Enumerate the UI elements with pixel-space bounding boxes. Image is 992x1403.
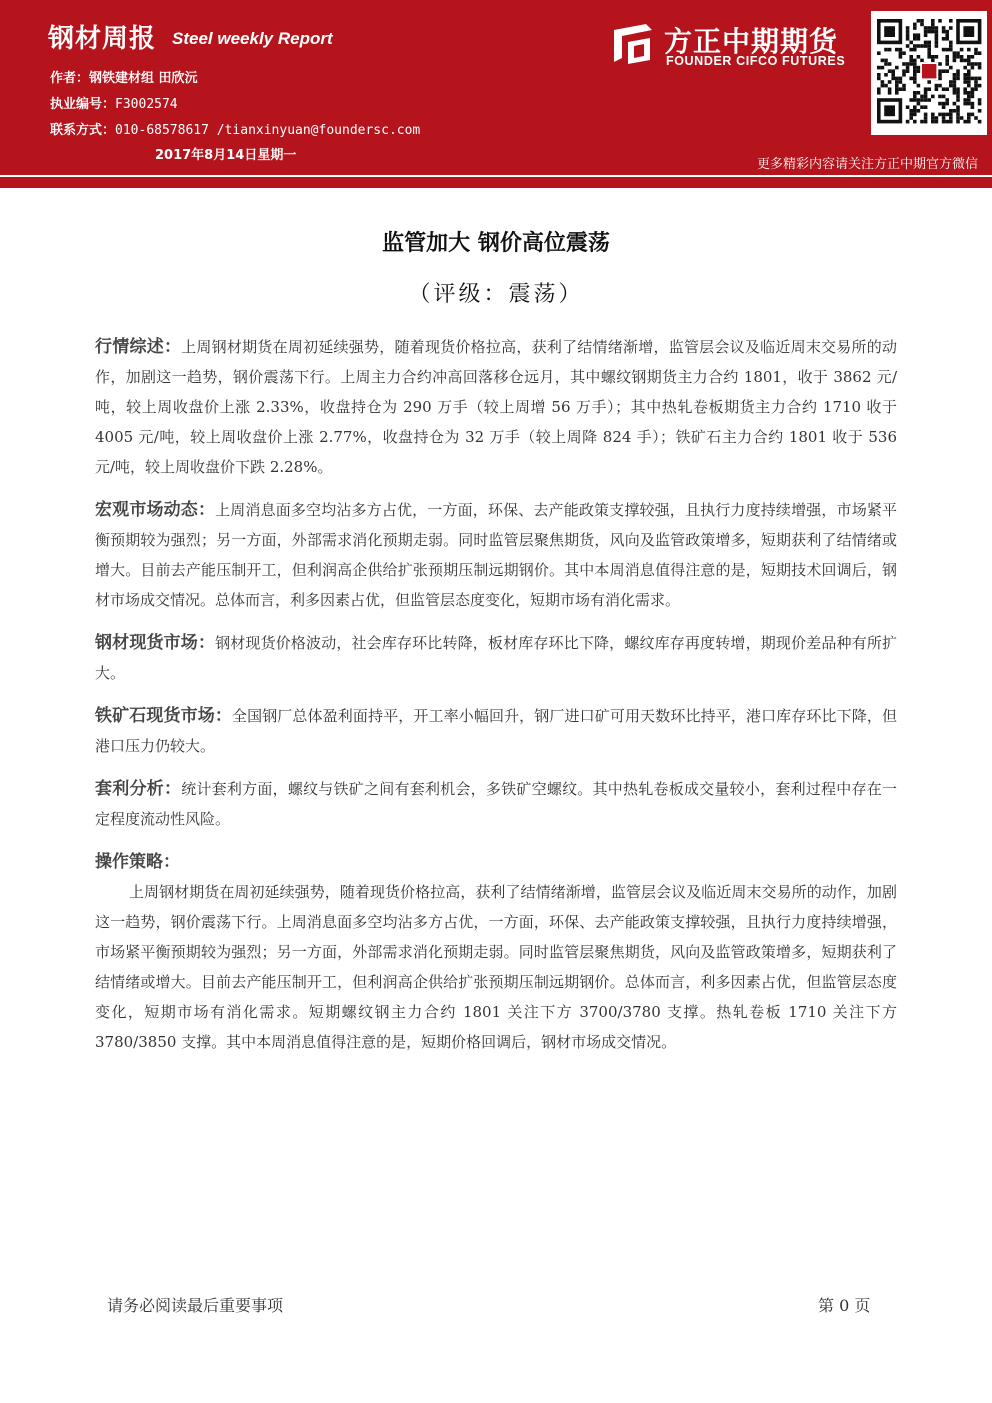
- section-arbitrage: [95, 774, 897, 834]
- wechat-follow-note: 更多精彩内容请关注方正中期官方微信: [756, 157, 978, 172]
- section-lead: 宏观市场动态：: [95, 500, 216, 520]
- section-text: 钢材现货价格波动，社会库存环比转降，板材库存环比下降，螺纹库存再度转增，期现价差品种有所扩大。: [95, 634, 898, 682]
- founder-logo-icon: [610, 20, 656, 66]
- section-lead: 钢材现货市场：: [95, 633, 216, 653]
- header-divider-line: [0, 175, 992, 177]
- report-body: [95, 332, 897, 1070]
- license-line: [50, 93, 178, 112]
- author-value: 钢铁建材组 田欣沅: [89, 71, 198, 86]
- report-header: [0, 0, 992, 172]
- section-lead: 套利分析：: [95, 779, 182, 799]
- report-date: 2017年8月14日星期一: [155, 148, 297, 163]
- license-label: 执业编号：: [50, 97, 116, 112]
- wechat-qr-code: [871, 11, 987, 135]
- contact-line: [50, 119, 420, 138]
- qr-code-icon: [871, 11, 987, 135]
- footer-notice: 请务必阅读最后重要事项: [107, 1296, 284, 1315]
- section-market-review: [95, 332, 897, 482]
- section-text: 上周消息面多空均沾多方占优，一方面，环保、去产能政策支撑较强，且执行力度持续增强，市场紧平衡预期较为强烈；另一方面，外部需求消化预期走弱。同时监管层聚焦期货，风向及监管政策增多，短期获利了结情绪或增大。目前去产能压制开工，但利润高企供给扩张预期压制远期钢价。其中本周消息值得注意的是，短期技术回调后，钢材市场成交情况。总体而言，利多因素占优，但监管层态度变化，短期市场有消化需求。: [95, 501, 898, 609]
- contact-value: 010-68578617 /tianxinyuan@foundersc.com: [115, 123, 421, 138]
- logo-text-cn: 方正中期期货: [664, 25, 839, 58]
- page-number: 第 0 页: [818, 1296, 871, 1315]
- report-title-cn: 钢材周报: [48, 24, 157, 54]
- section-text: 全国钢厂总体盈利面持平，开工率小幅回升，钢厂进口矿可用天数环比持平，港口库存环比下降，但港口压力仍较大。: [95, 707, 898, 755]
- document-rating: （评级：震荡）: [408, 282, 584, 307]
- logo-text-en: FOUNDER CIFCO FUTURES: [666, 54, 846, 68]
- section-text: 上周钢材期货在周初延续强势，随着现货价格拉高，获利了结情绪渐增，监管层会议及临近周末交易所的动作，加剧这一趋势，钢价震荡下行。上周主力合约冲高回落移仓远月，其中螺纹钢期货主力合约 1801，收于 3862 元/吨，较上周收盘价上涨 2.33%，收盘持仓为 290 万手（较上周增 56 万手）；其中热轧卷板期货主力合约 1710 收于 4005 元/吨，较上周收盘价上涨 2.77%，收盘持仓为 32 万手（较上周降 824 手）；铁矿石主力合约 1801 收于 536 元/吨，较上周收盘价下跌 2.28%。: [95, 338, 898, 476]
- strategy-heading: 操作策略：: [95, 852, 180, 872]
- document-title: 监管加大 钢价高位震荡: [382, 231, 610, 256]
- report-title-en: Steel weekly Report: [172, 29, 333, 48]
- license-value: F3002574: [115, 97, 178, 112]
- section-lead: 行情综述：: [95, 337, 182, 357]
- strategy-text: 上周钢材期货在周初延续强势，随着现货价格拉高，获利了结情绪渐增，监管层会议及临近周末交易所的动作，加剧这一趋势，钢价震荡下行。上周消息面多空均沾多方占优，一方面，环保、去产能政策支撑较强，且执行力度持续增强，市场紧平衡预期较为强烈；另一方面，外部需求消化预期走弱。同时监管层聚焦期货，风向及监管政策增多，短期获利了结情绪或增大。目前去产能压制开工，但利润高企供给扩张预期压制远期钢价。总体而言，利多因素占优，但监管层态度变化，短期市场有消化需求。短期螺纹钢主力合约 1801 关注下方 3700/3780 支撑。热轧卷板 1710 关注下方 3780/3850 支撑。其中本周消息值得注意的是，短期价格回调后，钢材市场成交情况。: [95, 883, 897, 1051]
- section-steel-spot: [95, 628, 897, 688]
- author-label: 作者：: [50, 71, 90, 86]
- section-macro: [95, 495, 897, 615]
- section-lead: 铁矿石现货市场：: [95, 706, 232, 726]
- section-text: 统计套利方面，螺纹与铁矿之间有套利机会，多铁矿空螺纹。其中热轧卷板成交量较小，套利过程中存在一定程度流动性风险。: [95, 780, 898, 828]
- contact-label: 联系方式：: [50, 123, 116, 138]
- author-line: [50, 67, 198, 86]
- section-iron-ore-spot: [95, 701, 897, 761]
- company-logo: [610, 20, 860, 72]
